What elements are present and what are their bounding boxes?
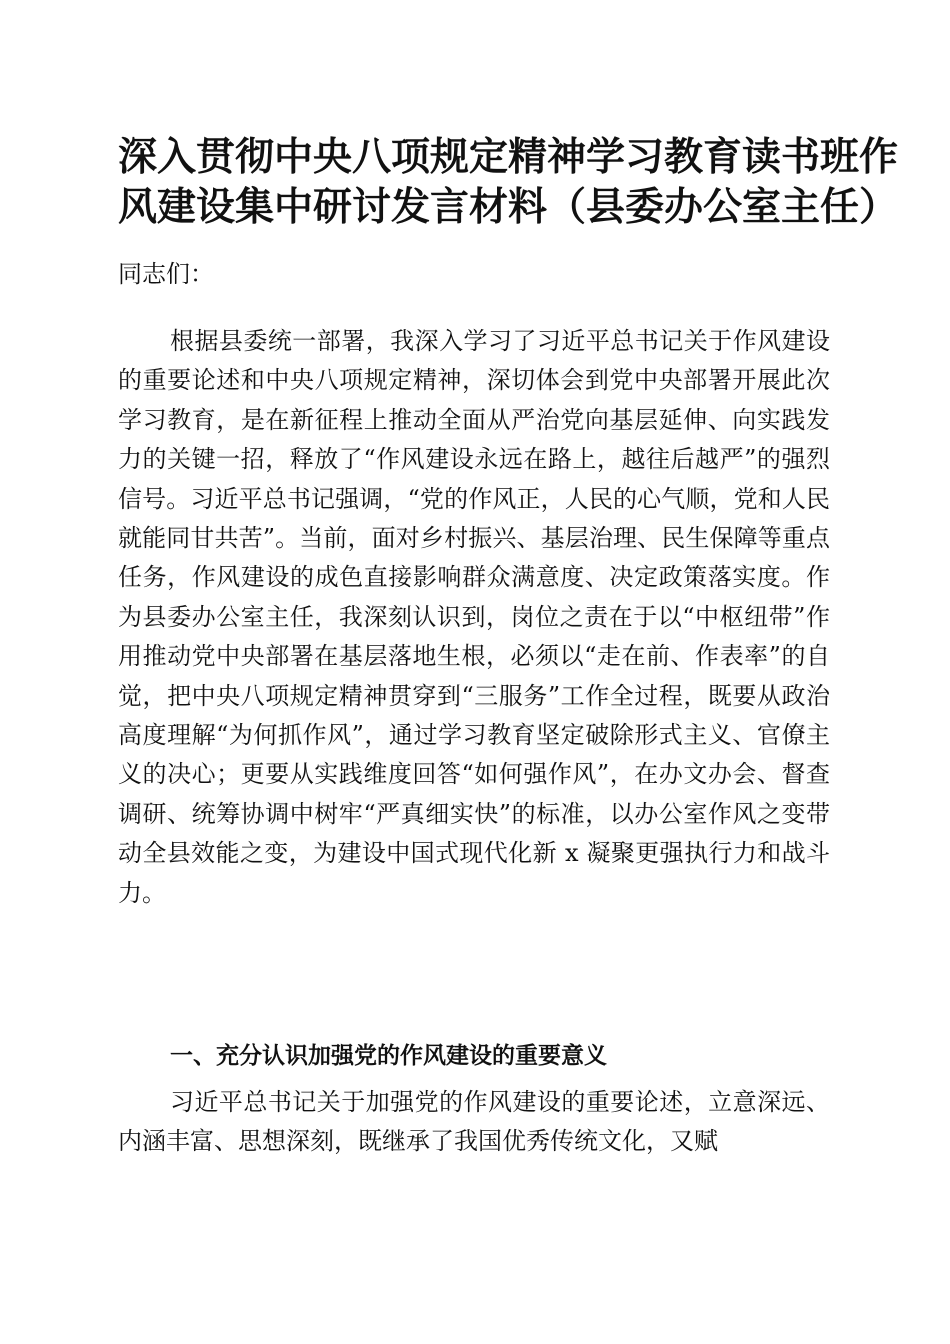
body-paragraph-1: 根据县委统一部署，我深入学习了习近平总书记关于作风建设的重要论述和中央八项规定精神，深切体会到党中央部署开展此次学习教育，是在新征程上推动全面从严治党向基层延伸、向实践发力的关键一招，释放了“作风建设永远在路上，越往后越严”的强烈信号。习近平总书记强调，“党的作风正，人民的心气顺，党和人民就能同甘共苦”。当前，面对乡村振兴、基层治理、民生保障等重点任务，作风建设的成色直接影响群众满意度、决定政策落实度。作为县委办公室主任，我深刻认识到，岗位之责在于以“中枢纽带”作用推动党中央部署在基层落地生根，必须以“走在前、作表率”的自觉，把中央八项规定精神贯穿到“三服务”工作全过程，既要从政治高度理解“为何抓作风”，通过学习教育坚定破除形式主义、官僚主义的决心；更要从实践维度回答“如何强作风”，在办文办会、督查调研、统筹协调中树牢“严真细实快”的标准，以办公室作风之变带动全县效能之变，为建设中国式现代化新 x 凝聚更强执行力和战斗力。 xyxy=(118,327,830,907)
body-paragraph-2: 习近平总书记关于加强党的作风建设的重要论述，立意深远、内涵丰富、思想深刻，既继承了我国优秀传统文化，又赋 xyxy=(118,1088,830,1156)
title-line-2: 风建设集中研讨发言材料（县委办公室主任） xyxy=(118,184,899,230)
section-heading-1: 一、充分认识加强党的作风建设的重要意义 xyxy=(170,1043,607,1069)
title-line-1: 深入贯彻中央八项规定精神学习教育读书班作 xyxy=(118,134,899,180)
greeting: 同志们： xyxy=(118,260,214,288)
document-title xyxy=(118,132,899,232)
